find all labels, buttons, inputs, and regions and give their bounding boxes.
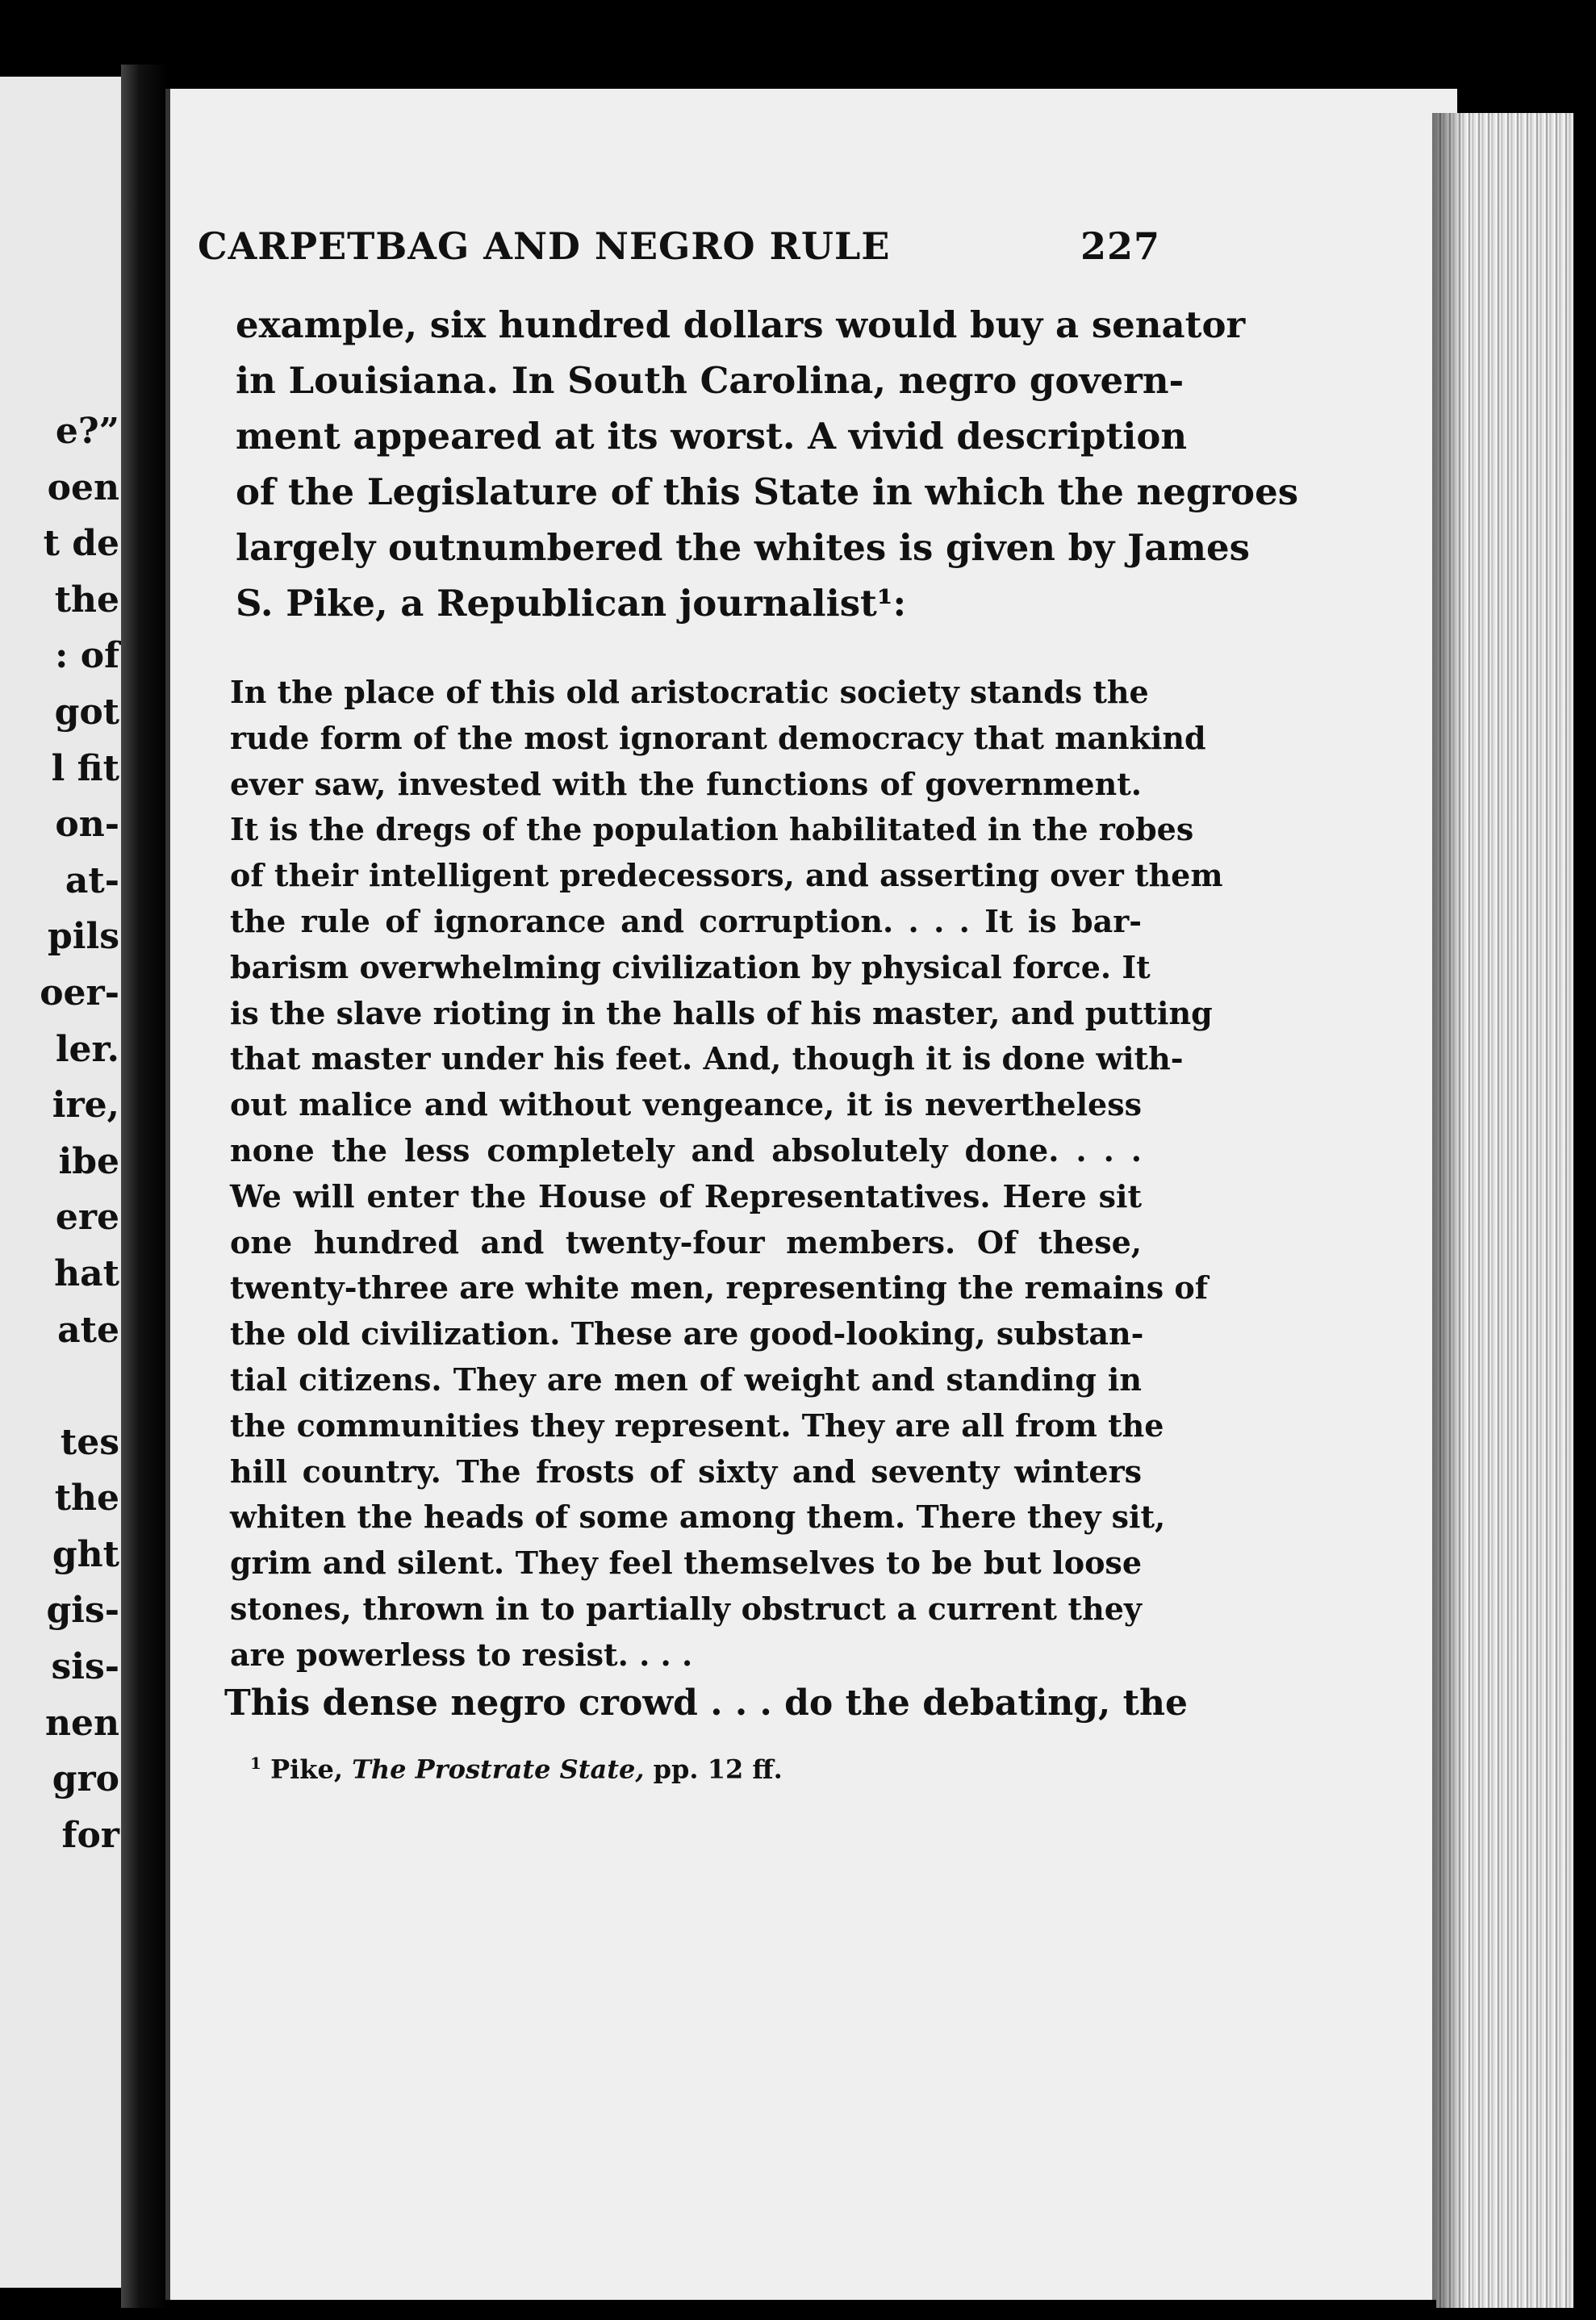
quote-line: We will enter the House of Representatives. Here sit <box>230 1177 1142 1214</box>
left-page-fragment: nen <box>45 1702 119 1744</box>
left-page-fragment: at- <box>65 859 119 901</box>
quote-line: are powerless to resist. . . . <box>230 1636 693 1673</box>
left-page-fragment: ate <box>57 1309 119 1351</box>
footnote-pages: pp. 12 ff. <box>653 1754 783 1785</box>
left-page-fragment: sis- <box>51 1646 119 1688</box>
body-line: S. Pike, a Republican journalist¹: <box>236 582 907 625</box>
left-page-fragment: oer- <box>40 972 119 1014</box>
left-page-fragment: got <box>54 691 119 733</box>
left-page-fragment: pils <box>48 916 119 958</box>
quote-line: tial citizens. They are men of weight and standing in <box>230 1361 1142 1398</box>
left-page-fragment: the <box>54 579 119 621</box>
quote-line: none the less completely and absolutely done. . . . <box>230 1131 1142 1168</box>
quote-line: It is the dregs of the population habilitated in the robes <box>230 811 1194 848</box>
block-quote <box>230 670 1223 1678</box>
body-line: in Louisiana. In South Carolina, negro govern- <box>236 359 1184 402</box>
left-page-fragment: e?” <box>55 411 119 452</box>
left-page-fragment: gis- <box>46 1590 119 1632</box>
left-page-fragment: on- <box>55 804 119 846</box>
left-page-fragment: the <box>54 1478 119 1519</box>
quote-line: barism overwhelming civilization by physical force. It <box>230 948 1151 985</box>
body-line: of the Legislature of this State in which the negroes <box>236 470 1299 513</box>
quote-line: stones, thrown in to partially obstruct a current they <box>230 1590 1142 1627</box>
left-facing-page <box>0 77 129 2288</box>
body-line: ment appeared at its worst. A vivid description <box>236 415 1188 458</box>
quote-line: In the place of this old aristocratic society stands the <box>230 674 1149 710</box>
quote-line: is the slave rioting in the halls of his master, and putting <box>230 994 1213 1031</box>
body-paragraph <box>236 297 1299 631</box>
left-page-fragment: l fit <box>51 747 119 789</box>
footnote <box>250 1754 783 1785</box>
left-page-fragment: : of <box>55 635 119 677</box>
quote-line: twenty-three are white men, representing the remains of <box>230 1269 1209 1306</box>
quote-line: the rule of ignorance and corruption. . . . It is bar- <box>230 902 1142 939</box>
quote-line: one hundred and twenty-four members. Of these, <box>230 1223 1142 1260</box>
quote-line: the communities they represent. They are all from the <box>230 1407 1164 1444</box>
page-number: 227 <box>1080 224 1160 268</box>
left-page-fragment: hat <box>54 1252 119 1294</box>
quote-line: ever saw, invested with the functions of government. <box>230 765 1142 802</box>
continuation-line: This dense negro crowd . . . do the debating, the <box>224 1683 1188 1724</box>
body-line: example, six hundred dollars would buy a senator <box>236 303 1246 346</box>
body-line: largely outnumbered the whites is given by James <box>236 526 1250 569</box>
left-page-fragment: gro <box>52 1758 119 1800</box>
quote-line: grim and silent. They feel themselves to be but loose <box>230 1545 1142 1582</box>
quote-line: whiten the heads of some among them. There they sit, <box>230 1499 1166 1536</box>
left-page-fragment: ire, <box>52 1085 119 1127</box>
quote-line: that master under his feet. And, though it is done with- <box>230 1040 1184 1077</box>
footnote-marker: 1 <box>250 1754 261 1773</box>
footnote-title: The Prostrate State, <box>352 1754 645 1785</box>
quote-line: of their intelligent predecessors, and asserting over them <box>230 857 1223 894</box>
quote-line: hill country. The frosts of sixty and seventy winters <box>230 1453 1142 1490</box>
left-page-fragment <box>6 1358 119 1415</box>
footnote-author: Pike, <box>270 1754 343 1785</box>
left-page-fragment: ght <box>52 1533 119 1575</box>
left-page-text-fragments <box>6 403 119 1863</box>
left-page-fragment: oen <box>47 466 119 508</box>
quote-line: the old civilization. These are good-looking, substan- <box>230 1315 1144 1352</box>
running-title: CARPETBAG AND NEGRO RULE <box>198 224 891 268</box>
left-page-fragment: tes <box>60 1421 119 1463</box>
left-page-fragment: t de <box>43 523 119 565</box>
page-edge-shadow <box>1432 113 1464 2308</box>
quote-line: out malice and without vengeance, it is nevertheless <box>230 1086 1142 1123</box>
book-gutter <box>121 65 168 2308</box>
left-page-fragment: for <box>61 1814 119 1856</box>
quote-line: rude form of the most ignorant democracy that mankind <box>230 719 1206 756</box>
left-page-fragment: ler. <box>55 1028 119 1070</box>
left-page-fragment: ere <box>55 1197 119 1239</box>
left-page-fragment: ibe <box>58 1140 119 1182</box>
